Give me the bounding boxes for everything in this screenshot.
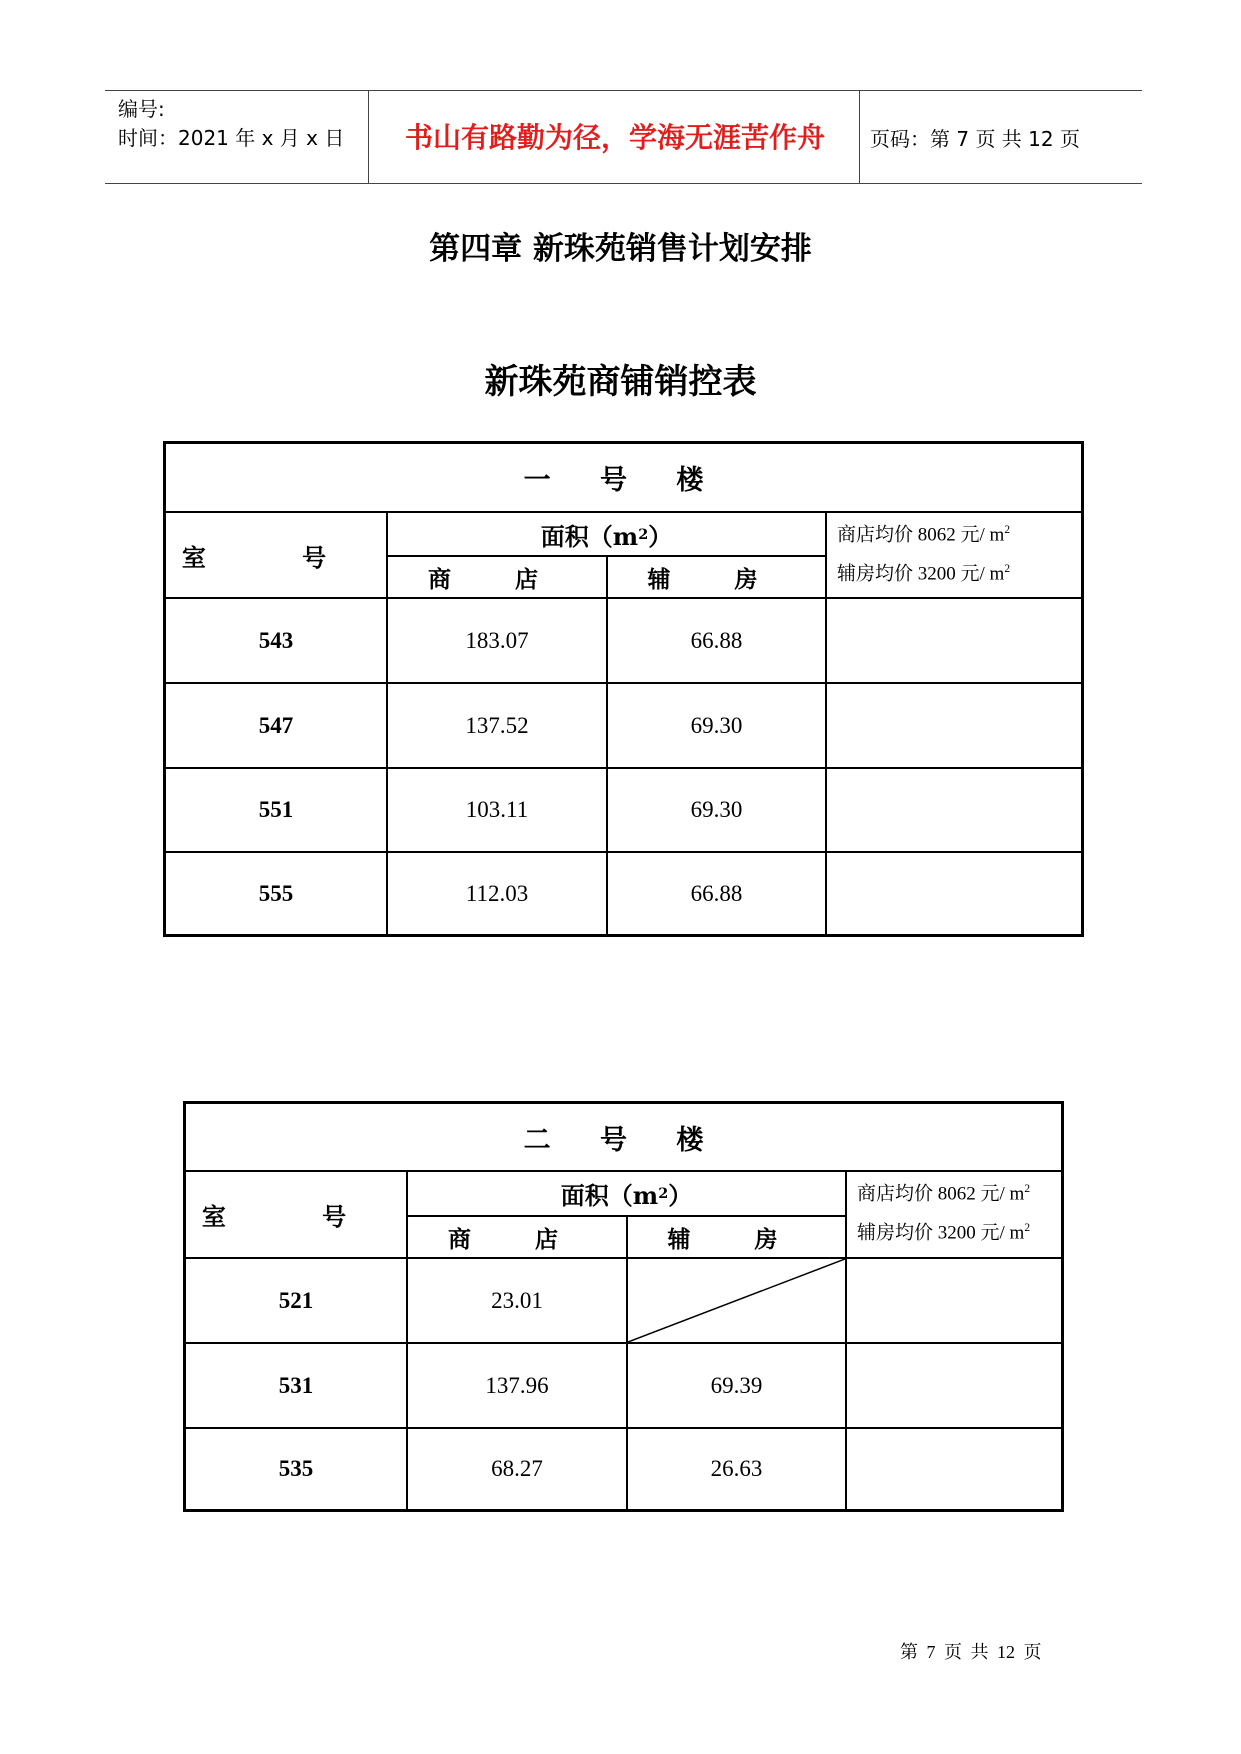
building-title: 二 号 楼 — [523, 1124, 724, 1156]
header-motto: 书山有路勤为径，学海无涯苦作舟 — [404, 121, 825, 154]
table-row-aux-area: 26.63 — [710, 1456, 763, 1481]
table-row-aux-area: 69.30 — [690, 797, 743, 822]
table-row-shop-area: 137.96 — [485, 1372, 549, 1398]
table-row-room: 547 — [258, 712, 294, 738]
building-2-table — [183, 1101, 1064, 1512]
table-row-aux-area: 66.88 — [690, 627, 743, 653]
shop-area-header: 商 店 — [427, 565, 566, 593]
aux-room-area-header: 辅 房 — [647, 565, 786, 593]
table-row-room: 551 — [258, 797, 294, 822]
price-note: 商店均价 8062 元/ $m^2$ 辅房均价 3200 元/ $m^2$ — [837, 524, 1011, 585]
building-title: 一 号 楼 — [523, 465, 724, 496]
header-divider-left — [368, 90, 369, 183]
table-row-shop-area: 183.07 — [465, 627, 529, 653]
table-row-shop-area: 23.01 — [491, 1287, 543, 1313]
chapter-title: 第四章 新珠苑销售计划安排 — [429, 231, 812, 267]
doc-time-label: 时间：2021 年 x 月 x 日 — [118, 126, 345, 150]
page-footer: 第 7 页 共 12 页 — [900, 1642, 1042, 1662]
header-bottom-rule — [105, 183, 1142, 184]
empty-cell-diagonal — [628, 1259, 845, 1342]
shop-area-header: 商 店 — [447, 1225, 586, 1253]
area-header: 面积（m 2 ） — [540, 521, 673, 551]
table-row-shop-area: 68.27 — [491, 1456, 543, 1481]
area-header: 面积（m 2 ） — [560, 1181, 693, 1210]
building-1-table — [163, 441, 1084, 937]
table-row-aux-area: 69.30 — [690, 712, 743, 738]
table-row-aux-area: 66.88 — [690, 880, 743, 906]
table-row-room: 543 — [258, 627, 294, 653]
room-number-header: 室 号 — [181, 542, 371, 572]
table-row-aux-area — [628, 1259, 845, 1342]
table-row-shop-area: 112.03 — [465, 880, 529, 906]
aux-room-area-header: 辅 房 — [667, 1225, 806, 1253]
table-title: 新珠苑商铺销控表 — [484, 362, 757, 402]
price-note: 商店均价 8062 元/ $m^2$ 辅房均价 3200 元/ $m^2$ — [857, 1183, 1031, 1244]
table-row-room: 521 — [278, 1287, 314, 1313]
doc-number-label: 编号: — [118, 97, 165, 121]
table-row-aux-area: 69.39 — [710, 1372, 763, 1398]
header-page-code: 页码：第 7 页 共 12 页 — [870, 127, 1080, 151]
table-row-shop-area: 103.11 — [465, 797, 529, 822]
table-row-room: 531 — [278, 1372, 314, 1398]
table-row-room: 535 — [278, 1456, 314, 1481]
table-row-room: 555 — [258, 880, 294, 906]
table-row-shop-area: 137.52 — [465, 712, 529, 738]
room-number-header: 室 号 — [201, 1202, 391, 1231]
header-top-rule — [105, 90, 1142, 91]
